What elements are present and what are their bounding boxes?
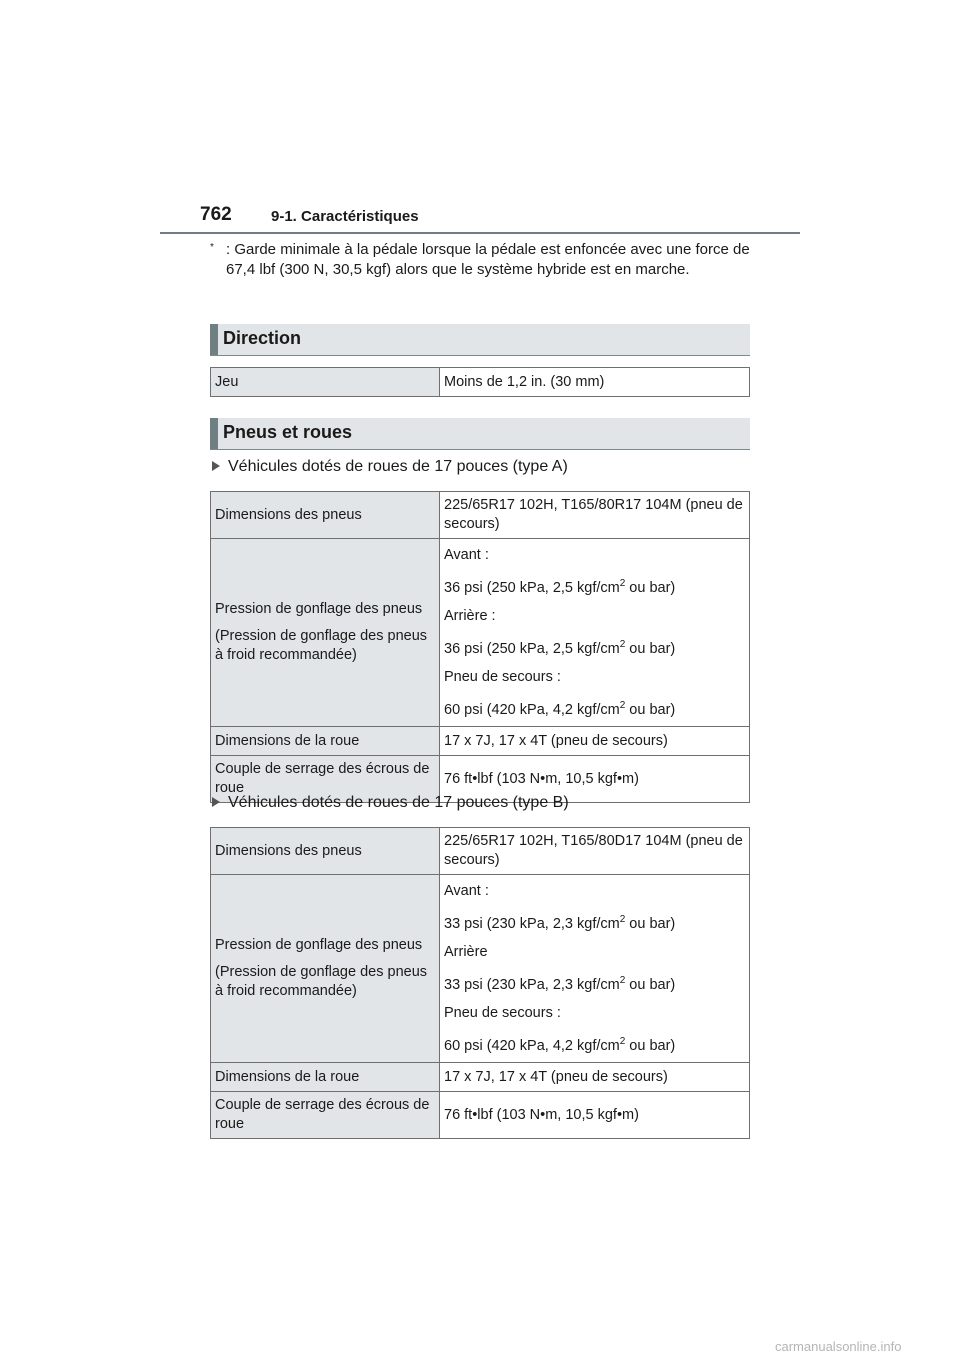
spare-label: Pneu de secours : (444, 1004, 561, 1021)
table-row (211, 1063, 750, 1092)
tires-table-type-b (210, 827, 750, 1139)
tires-table-type-a (210, 491, 750, 803)
front-value: 36 psi (250 kPa, 2,5 kgf/$cm^2$ ou bar) (444, 578, 676, 596)
triangle-bullet-icon (212, 797, 220, 807)
table-row (211, 727, 750, 756)
direction-table (210, 367, 750, 397)
row-value: 225/65R17 102H, T165/80R17 104M (pneu de secours) (440, 492, 750, 539)
row-label (211, 875, 440, 1063)
rear-label: Arrière : (444, 607, 496, 624)
pressure-label: Pression de gonflage des pneus (215, 937, 423, 954)
section-heading-tires (210, 418, 750, 450)
subheading-type-a (212, 458, 568, 476)
rear-label: Arrière (444, 943, 488, 960)
section-title: Direction (223, 328, 302, 348)
row-value (440, 539, 750, 727)
heading-bar (210, 418, 218, 449)
heading-bar (210, 324, 218, 355)
table-row (211, 368, 750, 397)
rear-value: 33 psi (230 kPa, 2,3 kgf/$cm^2$ ou bar) (444, 974, 676, 993)
front-label: Avant : (444, 883, 489, 899)
row-label: Jeu (211, 368, 440, 397)
chapter-title: 9-1. Caractéristiques (271, 208, 419, 225)
table-row (211, 828, 750, 875)
row-value: 76 ft•lbf (103 N•m, 10,5 kgf•m) (440, 756, 750, 803)
row-label: Dimensions des pneus (211, 492, 440, 539)
row-label: Dimensions de la roue (211, 727, 440, 756)
pressure-label-note: (Pression de gonflage des pneus à froid recommandée) (215, 628, 428, 664)
table-row (211, 539, 750, 727)
subheading-type-b (212, 794, 569, 812)
row-label: Dimensions des pneus (211, 828, 440, 875)
row-label: Couple de serrage des écrous de roue (211, 756, 440, 803)
section-title: Pneus et roues (223, 422, 353, 442)
subheading-text: Véhicules dotés de roues de 17 pouces (type B) (228, 794, 569, 811)
footnote-marker: * (210, 242, 214, 253)
pressure-label: Pression de gonflage des pneus (215, 601, 423, 618)
triangle-bullet-icon (212, 461, 220, 471)
pressure-label-note: (Pression de gonflage des pneus à froid recommandée) (215, 964, 428, 1000)
watermark: carmanualsonline.info (775, 1339, 902, 1354)
row-label: Couple de serrage des écrous de roue (211, 1092, 440, 1139)
section-heading-direction (210, 324, 750, 356)
row-value: 225/65R17 102H, T165/80D17 104M (pneu de secours) (440, 828, 750, 875)
header-rule (160, 232, 800, 234)
row-value (440, 875, 750, 1063)
spare-value: 60 psi (420 kPa, 4,2 kgf/$cm^2$ ou bar) (444, 699, 676, 718)
footnote (210, 240, 750, 280)
table-row (211, 875, 750, 1063)
subheading-text: Véhicules dotés de roues de 17 pouces (type A) (228, 458, 568, 475)
table-row (211, 492, 750, 539)
page-number: 762 (200, 204, 232, 225)
row-value: 17 x 7J, 17 x 4T (pneu de secours) (440, 1063, 750, 1092)
front-value: 33 psi (230 kPa, 2,3 kgf/$cm^2$ ou bar) (444, 914, 676, 932)
row-value: Moins de 1,2 in. (30 mm) (440, 368, 750, 397)
front-label: Avant : (444, 547, 489, 563)
rear-value: 36 psi (250 kPa, 2,5 kgf/$cm^2$ ou bar) (444, 638, 676, 657)
spare-label: Pneu de secours : (444, 668, 561, 685)
table-row (211, 1092, 750, 1139)
row-label: Dimensions de la roue (211, 1063, 440, 1092)
row-value: 76 ft•lbf (103 N•m, 10,5 kgf•m) (440, 1092, 750, 1139)
row-value: 17 x 7J, 17 x 4T (pneu de secours) (440, 727, 750, 756)
row-label (211, 539, 440, 727)
spare-value: 60 psi (420 kPa, 4,2 kgf/$cm^2$ ou bar) (444, 1035, 676, 1054)
footnote-text: : Garde minimale à la pédale lorsque la pédale est enfoncée avec une force de 67,4 lbf (300 N, 30,5 kgf) alors que le système hybride est en marche. (226, 241, 750, 278)
